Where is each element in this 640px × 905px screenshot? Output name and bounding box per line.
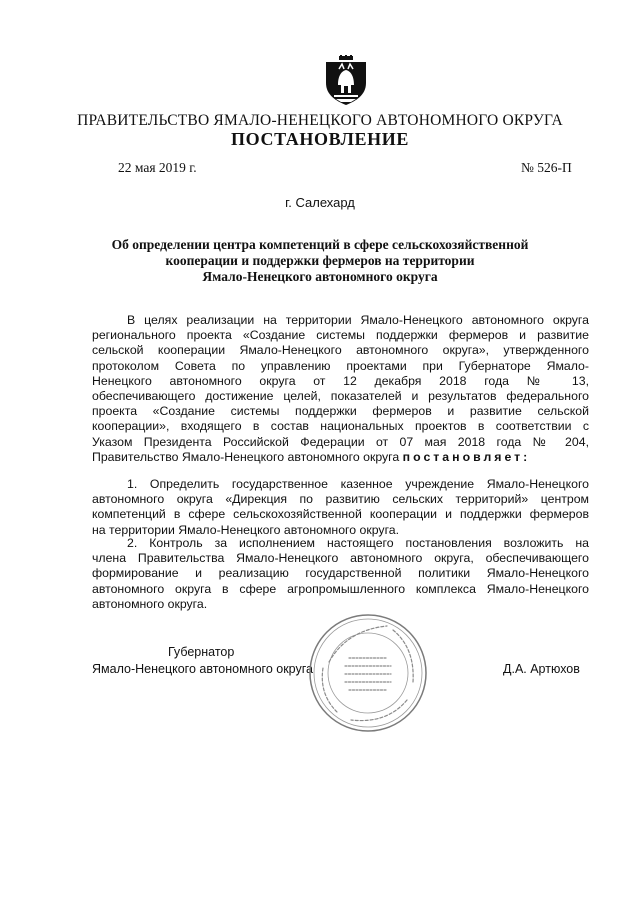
text-line: 1. Определить государственное казенное учреждение Ямало-Ненецкого bbox=[127, 477, 589, 491]
text-line: компетенций в сфере сельскохозяйственной кооперации и поддержки фермеров bbox=[92, 507, 589, 522]
text-line: обеспечивающего достижение целей, показателей и результатов федерального bbox=[92, 389, 589, 404]
decree-subject: Правительство Ямало-Ненецкого автономного округа bbox=[92, 449, 400, 464]
text-line bbox=[92, 450, 589, 465]
document-number: № 526-П bbox=[521, 160, 572, 175]
coat-of-arms-icon bbox=[324, 55, 368, 107]
heading-line: Ямало-Ненецкого автономного округа bbox=[202, 269, 438, 284]
signer-organization: Ямало-Ненецкого автономного округа bbox=[92, 662, 313, 676]
signer-title: Губернатор bbox=[168, 645, 235, 659]
government-title: ПРАВИТЕЛЬСТВО ЯМАЛО-НЕНЕЦКОГО АВТОНОМНОГО ОКРУГА bbox=[77, 112, 563, 129]
document-heading bbox=[96, 237, 544, 285]
text-line: Ненецкого автономного округа от 12 декабря 2018 года № 13, bbox=[92, 373, 589, 388]
text-line: члена Правительства Ямало-Ненецкого автономного округа, обеспечивающего bbox=[92, 551, 589, 566]
text-line: В целях реализации на территории Ямало-Ненецкого автономного округа bbox=[127, 313, 589, 327]
text-line: кооперации», входящего в состав национальных проектов в соответствии с bbox=[92, 419, 589, 434]
text-line: сельской кооперации Ямало-Ненецкого автономного округа», утвержденного bbox=[92, 343, 589, 358]
text-line: регионального проекта «Создание системы поддержки фермеров и развитие bbox=[92, 328, 589, 343]
text-line: протоколом Совета по управлению проектами при Губернаторе Ямало- bbox=[92, 358, 589, 373]
document-type: ПОСТАНОВЛЕНИЕ bbox=[231, 129, 409, 149]
paragraph-item-2 bbox=[92, 536, 589, 612]
heading-line: Об определении центра компетенций в сфере сельскохозяйственной bbox=[111, 237, 529, 252]
text-line: автономного округа «Дирекция по развитию сельских территорий» центром bbox=[92, 492, 589, 507]
text-line: автономного округа. bbox=[92, 596, 208, 611]
document-city: г. Салехард bbox=[285, 195, 355, 210]
paragraph-preamble bbox=[92, 313, 589, 465]
heading-line: кооперации и поддержки фермеров на территории bbox=[165, 253, 475, 268]
text-line: 2. Контроль за исполнением настоящего постановления возложить на bbox=[127, 536, 589, 550]
text-line: автономного округа в сфере агропромышленного комплекса Ямало-Ненецкого bbox=[92, 581, 589, 596]
signer-name: Д.А. Артюхов bbox=[503, 662, 580, 676]
text-line: на территории Ямало-Ненецкого автономного округа. bbox=[92, 522, 400, 537]
official-seal-stamp bbox=[307, 612, 429, 734]
text-line: Указом Президента Российской Федерации от 07 мая 2018 года № 204, bbox=[92, 434, 589, 449]
decree-word: постановляет: bbox=[402, 449, 531, 464]
text-line: проекта «Создание системы поддержки фермеров и развитие сельской bbox=[92, 404, 589, 419]
text-line: формирование и реализацию государственной политики Ямало-Ненецкого bbox=[92, 566, 589, 581]
document-date: 22 мая 2019 г. bbox=[118, 160, 197, 175]
paragraph-item-1 bbox=[92, 477, 589, 538]
